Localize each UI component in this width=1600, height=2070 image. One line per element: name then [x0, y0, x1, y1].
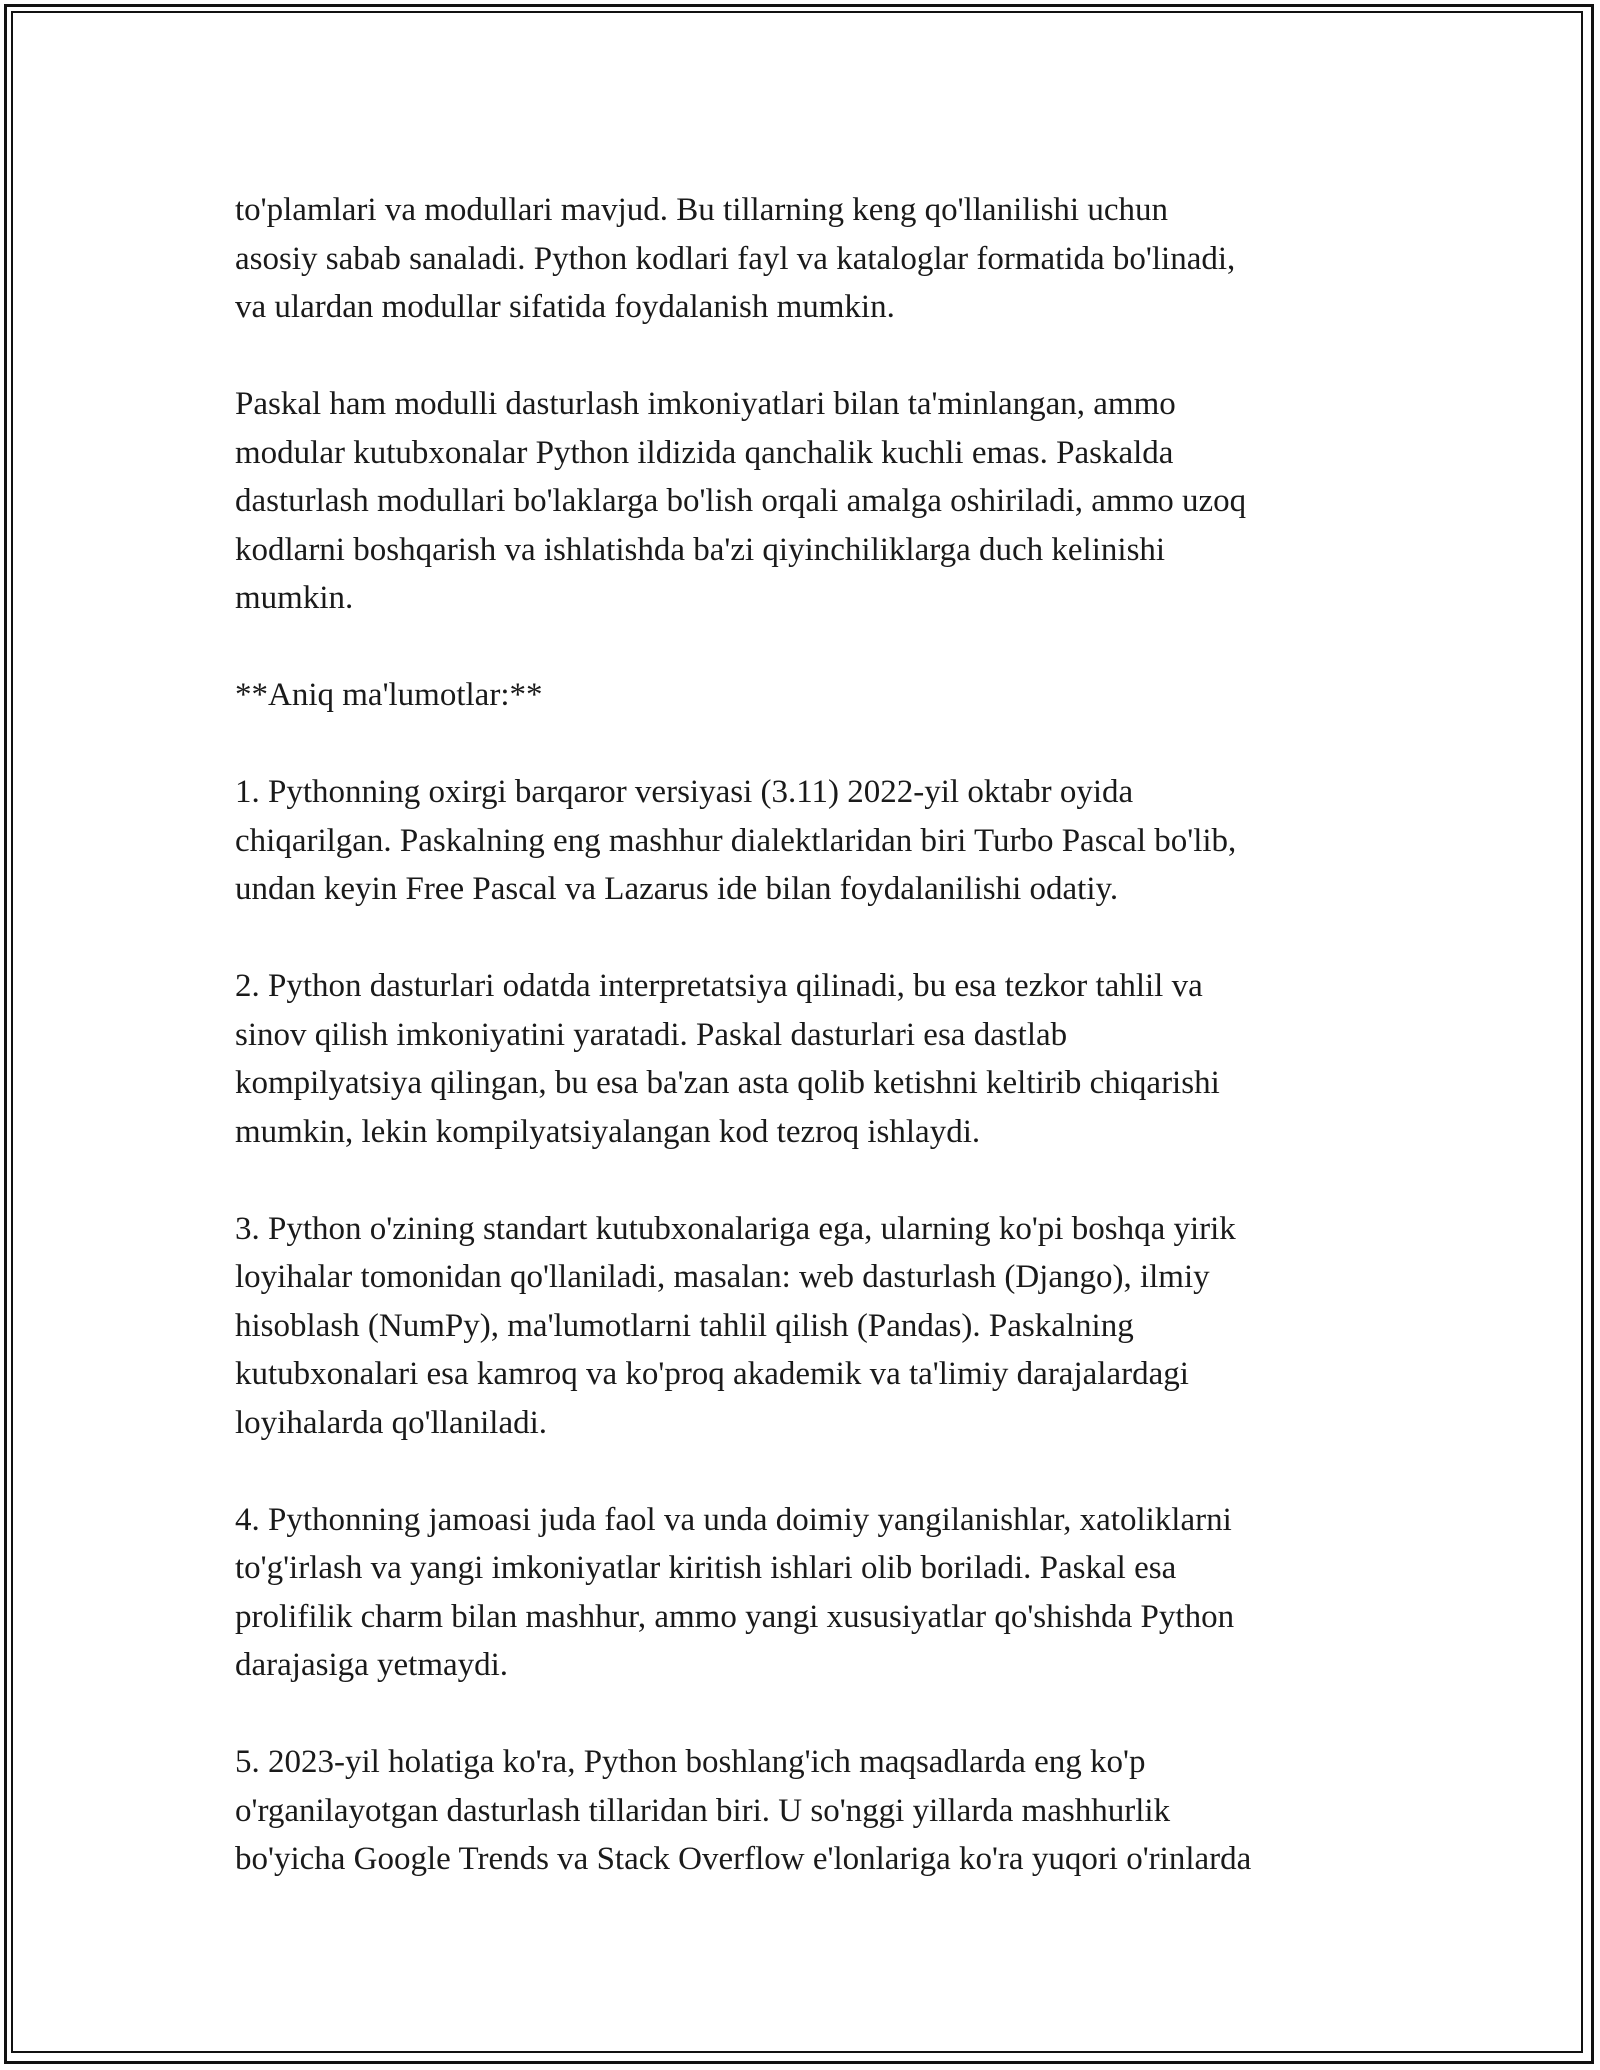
text-line: dasturlash modullari bo'laklarga bo'lish orqali amalga oshiriladi, ammo uzoq: [235, 483, 1247, 519]
text-line: o'rganilayotgan dasturlash tillaridan biri. U so'nggi yillarda mashhurlik: [235, 1792, 1171, 1829]
text-line: kompilyatsiya qilingan, bu esa ba'zan asta qolib ketishni keltirib chiqarishi: [235, 1065, 1220, 1101]
paragraph-pascal-modules: [235, 380, 1395, 623]
paragraph-modules-intro: [235, 186, 1395, 332]
text-line: modular kutubxonalar Python ildizida qanchalik kuchli emas. Paskalda: [235, 434, 1174, 471]
text-line: bo'yicha Google Trends va Stack Overflow e'lonlariga ko'ra yuqori o'rinlarda: [235, 1841, 1252, 1877]
list-item-5: [235, 1738, 1395, 1884]
text-line: 3. Python o'zining standart kutubxonalariga ega, ularning ko'pi boshqa yirik: [235, 1210, 1236, 1247]
text-line: 4. Pythonning jamoasi juda faol va unda doimiy yangilanishlar, xatoliklarni: [235, 1501, 1232, 1538]
text-line: asosiy sabab sanaladi. Python kodlari fayl va kataloglar formatida bo'linadi,: [235, 240, 1236, 277]
list-item-3: [235, 1205, 1395, 1448]
text-line: sinov qilish imkoniyatini yaratadi. Paskal dasturlari esa dastlab: [235, 1016, 1068, 1053]
text-line: 1. Pythonning oxirgi barqaror versiyasi (3.11) 2022-yil oktabr oyida: [235, 774, 1134, 810]
text-line: to'plamlari va modullari mavjud. Bu tillarning keng qo'llanilishi uchun: [235, 192, 1168, 228]
text-line: undan keyin Free Pascal va Lazarus ide bilan foydalanilishi odatiy.: [235, 871, 1119, 907]
text-line: chiqarilgan. Paskalning eng mashhur dialektlaridan biri Turbo Pascal bo'lib,: [235, 822, 1237, 859]
text-line: prolifilik charm bilan mashhur, ammo yangi xususiyatlar qo'shishda Python: [235, 1598, 1235, 1635]
text-line: to'g'irlash va yangi imkoniyatlar kiritish ishlari olib boriladi. Paskal esa: [235, 1550, 1177, 1586]
text-line: Paskal ham modulli dasturlash imkoniyatlari bilan ta'minlangan, ammo: [235, 386, 1176, 422]
text-line: kutubxonalari esa kamroq va ko'proq akademik va ta'limiy darajalardagi: [235, 1356, 1189, 1392]
list-item-2: [235, 962, 1395, 1156]
document-body: [235, 186, 1395, 1932]
text-line: kodlarni boshqarish va ishlatishda ba'zi qiyinchiliklarga duch kelinishi: [235, 531, 1166, 568]
text-line: loyihalarda qo'llaniladi.: [235, 1404, 548, 1441]
text-line: mumkin.: [235, 580, 354, 616]
text-line: darajasiga yetmaydi.: [235, 1647, 509, 1683]
list-item-1: [235, 768, 1395, 914]
text-line: 2. Python dasturlari odatda interpretatsiya qilinadi, bu esa tezkor tahlil va: [235, 968, 1203, 1004]
text-line: mumkin, lekin kompilyatsiyalangan kod tezroq ishlaydi.: [235, 1113, 981, 1150]
text-line: loyihalar tomonidan qo'llaniladi, masalan: web dasturlash (Django), ilmiy: [235, 1259, 1210, 1295]
text-line: hisoblash (NumPy), ma'lumotlarni tahlil qilish (Pandas). Paskalning: [235, 1307, 1134, 1344]
text-line: 5. 2023-yil holatiga ko'ra, Python boshlang'ich maqsadlarda eng ko'p: [235, 1744, 1146, 1780]
section-heading: [235, 671, 1395, 720]
heading-text: **Aniq ma'lumotlar:**: [235, 677, 543, 713]
text-line: va ulardan modullar sifatida foydalanish mumkin.: [235, 289, 895, 325]
list-item-4: [235, 1496, 1395, 1690]
